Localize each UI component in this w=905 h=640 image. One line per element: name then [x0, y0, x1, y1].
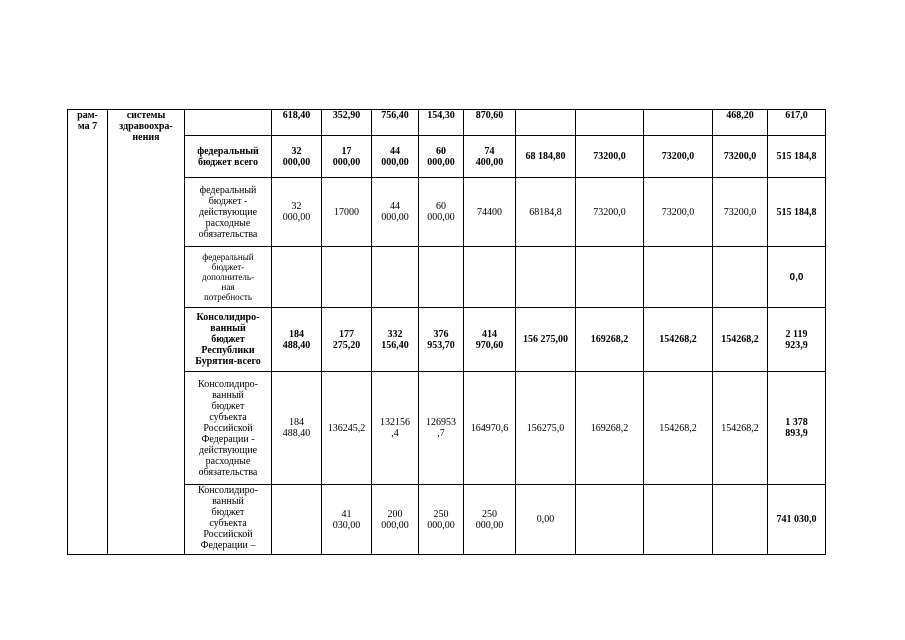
table-cell: 414 970,60 — [464, 308, 516, 372]
table-cell — [644, 485, 713, 555]
row-label: Консолидиро- ванный бюджет Республики Бурятия-всего — [185, 308, 272, 372]
table-cell: 17 000,00 — [322, 136, 372, 178]
table-cell: 73200,0 — [644, 136, 713, 178]
table-cell: 156275,0 — [516, 372, 576, 485]
table-cell: 154,30 — [419, 110, 464, 136]
table-cell: 44 000,00 — [372, 136, 419, 178]
table-cell: 73200,0 — [576, 136, 644, 178]
table-cell: 1 378 893,9 — [768, 372, 826, 485]
table-cell: 376 953,70 — [419, 308, 464, 372]
table-cell — [419, 247, 464, 308]
table-cell: 169268,2 — [576, 308, 644, 372]
table-cell — [372, 247, 419, 308]
table-cell: 618,40 — [272, 110, 322, 136]
table-cell: 68 184,80 — [516, 136, 576, 178]
table-cell: 136245,2 — [322, 372, 372, 485]
table-cell: 164970,6 — [464, 372, 516, 485]
table-cell: 156 275,00 — [516, 308, 576, 372]
row-label: Консолидиро- ванный бюджет субъекта Российской Федерации – — [185, 485, 272, 555]
table-cell: 0,00 — [516, 485, 576, 555]
row-label: федеральный бюджет - действующие расходные обязательства — [185, 178, 272, 247]
table-cell: 132156 ,4 — [372, 372, 419, 485]
table-cell — [713, 485, 768, 555]
table-cell — [464, 247, 516, 308]
table-cell — [713, 247, 768, 308]
table-cell: 73200,0 — [576, 178, 644, 247]
table-cell — [272, 485, 322, 555]
table-cell — [322, 247, 372, 308]
table-cell: 74400 — [464, 178, 516, 247]
table-cell: 60 000,00 — [419, 178, 464, 247]
table-cell: 741 030,0 — [768, 485, 826, 555]
table-cell: 41 030,00 — [322, 485, 372, 555]
table-cell — [272, 247, 322, 308]
table-cell: 169268,2 — [576, 372, 644, 485]
budget-table — [67, 109, 826, 555]
row-label: Консолидиро- ванный бюджет субъекта Российской Федерации - действующие расходные обязательства — [185, 372, 272, 485]
table-cell — [516, 247, 576, 308]
table-cell: 154268,2 — [644, 372, 713, 485]
table-cell: 617,0 — [768, 110, 826, 136]
program-label: рам- ма 7 — [68, 110, 108, 555]
table-cell: 870,60 — [464, 110, 516, 136]
table-cell: 515 184,8 — [768, 178, 826, 247]
table-cell: 0,0 — [768, 247, 826, 308]
table-cell: 250 000,00 — [464, 485, 516, 555]
table-cell: 2 119 923,9 — [768, 308, 826, 372]
row-label — [185, 110, 272, 136]
subsystem-label: системы здравоохра- нения — [108, 110, 185, 555]
table-cell: 32 000,00 — [272, 178, 322, 247]
row-label: федеральный бюджет всего — [185, 136, 272, 178]
table-cell — [516, 110, 576, 136]
table-cell: 468,20 — [713, 110, 768, 136]
table-cell: 184 488,40 — [272, 308, 322, 372]
table-cell: 73200,0 — [713, 178, 768, 247]
table-cell — [644, 110, 713, 136]
table-cell: 74 400,00 — [464, 136, 516, 178]
table-cell — [644, 247, 713, 308]
table-cell — [576, 485, 644, 555]
table-cell: 44 000,00 — [372, 178, 419, 247]
table-cell: 73200,0 — [644, 178, 713, 247]
table-cell: 250 000,00 — [419, 485, 464, 555]
table-cell: 154268,2 — [644, 308, 713, 372]
table-cell: 73200,0 — [713, 136, 768, 178]
table-cell: 154268,2 — [713, 372, 768, 485]
table-cell — [576, 247, 644, 308]
table-cell: 60 000,00 — [419, 136, 464, 178]
row-label: федеральный бюджет- дополнитель- ная потребность — [185, 247, 272, 308]
table-cell: 154268,2 — [713, 308, 768, 372]
table-cell: 177 275,20 — [322, 308, 372, 372]
table-cell: 756,40 — [372, 110, 419, 136]
table-cell: 126953 ,7 — [419, 372, 464, 485]
table-cell: 200 000,00 — [372, 485, 419, 555]
table-cell: 352,90 — [322, 110, 372, 136]
table-cell: 17000 — [322, 178, 372, 247]
table-row — [68, 110, 826, 136]
table-cell: 68184,8 — [516, 178, 576, 247]
table-cell: 332 156,40 — [372, 308, 419, 372]
table-cell — [576, 110, 644, 136]
table-cell: 32 000,00 — [272, 136, 322, 178]
table-cell: 515 184,8 — [768, 136, 826, 178]
table-cell: 184 488,40 — [272, 372, 322, 485]
